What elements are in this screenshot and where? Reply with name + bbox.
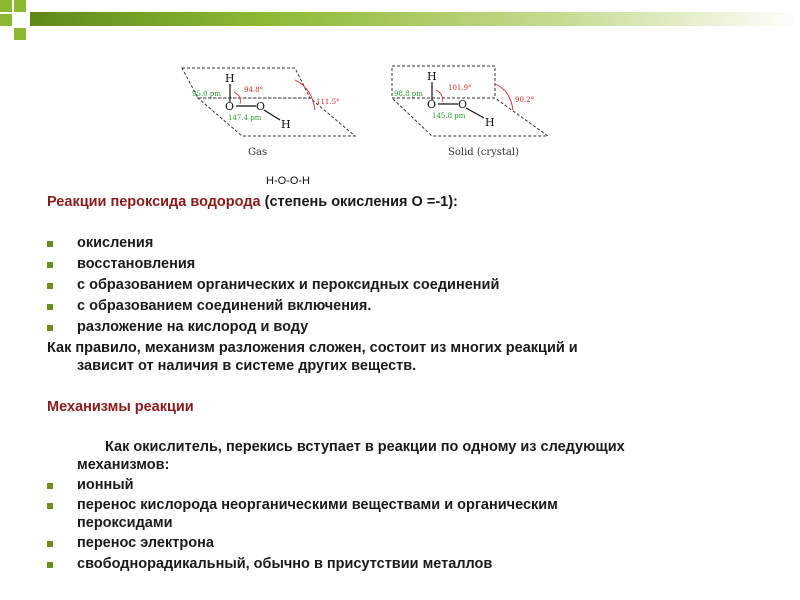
deco-square (0, 0, 12, 12)
list-item: окисления (77, 235, 154, 251)
solid-angle-arc (436, 90, 442, 102)
section2-intro-line2: механизмов: (77, 457, 170, 473)
bullet-icon (47, 325, 53, 331)
section1-note-line2: зависит от наличия в системе других веществ. (77, 358, 417, 374)
deco-square (14, 28, 26, 40)
deco-gradient-bar (30, 12, 800, 26)
bullet-icon (47, 262, 53, 268)
bullet-icon (47, 541, 53, 547)
bullet-icon (47, 483, 53, 489)
gas-bond-o-h (264, 110, 280, 120)
gas-bond-oh-label: 95.0 pm (192, 90, 221, 98)
gas-structure (182, 68, 355, 158)
gas-bond-oo-label: 147.4 pm (228, 114, 262, 122)
list-item: с образованием органических и пероксидных соединений (77, 277, 500, 293)
gas-angle-label: 94.8° (244, 86, 264, 94)
gas-o-left: O (225, 100, 235, 113)
structural-formula: Н-О-О-Н (266, 175, 310, 187)
solid-o-right: O (458, 98, 468, 111)
gas-dihedral-label: 111.5° (316, 98, 340, 106)
gas-dihedral-arc (295, 80, 315, 110)
section1-note-line1: Как правило, механизм разложения сложен, состоит из многих реакций и (47, 340, 578, 356)
solid-bond-o-h (466, 108, 484, 118)
bullet-icon (47, 283, 53, 289)
deco-square (14, 0, 26, 12)
list-item: свободнорадикальный, обычно в присутствии металлов (77, 556, 493, 572)
list-item-continuation: пероксидами (77, 515, 173, 531)
h2o2-structure-diagram (170, 58, 560, 168)
list-item: перенос кислорода неорганическими веществами и органическим (77, 497, 558, 513)
solid-dihedral-arc (495, 84, 513, 110)
deco-square (0, 14, 12, 26)
bullet-icon (47, 241, 53, 247)
solid-h-bottom: H (485, 116, 495, 129)
list-item: перенос электрона (77, 535, 214, 551)
bullet-icon (47, 562, 53, 568)
bullet-icon (47, 304, 53, 310)
top-decoration (0, 0, 800, 40)
list-item: разложение на кислород и воду (77, 319, 309, 335)
solid-dihedral-label: 90.2° (515, 96, 535, 104)
section1-title-red: Реакции пероксида водорода (47, 194, 261, 210)
solid-angle-label: 101.9° (448, 84, 472, 92)
solid-bond-oh-label: 98.8 pm (394, 90, 423, 98)
list-item: с образованием соединений включения. (77, 298, 372, 314)
bullet-icon (47, 503, 53, 509)
list-item: ионный (77, 477, 134, 493)
section1-title (47, 193, 767, 212)
gas-caption: Gas (248, 147, 268, 158)
solid-caption: Solid (crystal) (448, 147, 519, 158)
solid-h-top: H (427, 70, 437, 83)
section1-title-rest: (степень окисления О =-1): (260, 194, 458, 210)
list-item: восстановления (77, 256, 196, 272)
gas-o-right: O (256, 100, 266, 113)
gas-h-bottom: H (281, 118, 291, 131)
gas-h-top: H (225, 72, 235, 85)
solid-o-left: O (427, 98, 437, 111)
solid-structure (392, 66, 548, 158)
solid-bond-oo-label: 145.8 pm (432, 112, 466, 120)
section2-intro-line1: Как окислитель, перекись вступает в реакции по одному из следующих (105, 439, 625, 455)
section2-title: Механизмы реакции (47, 399, 194, 415)
